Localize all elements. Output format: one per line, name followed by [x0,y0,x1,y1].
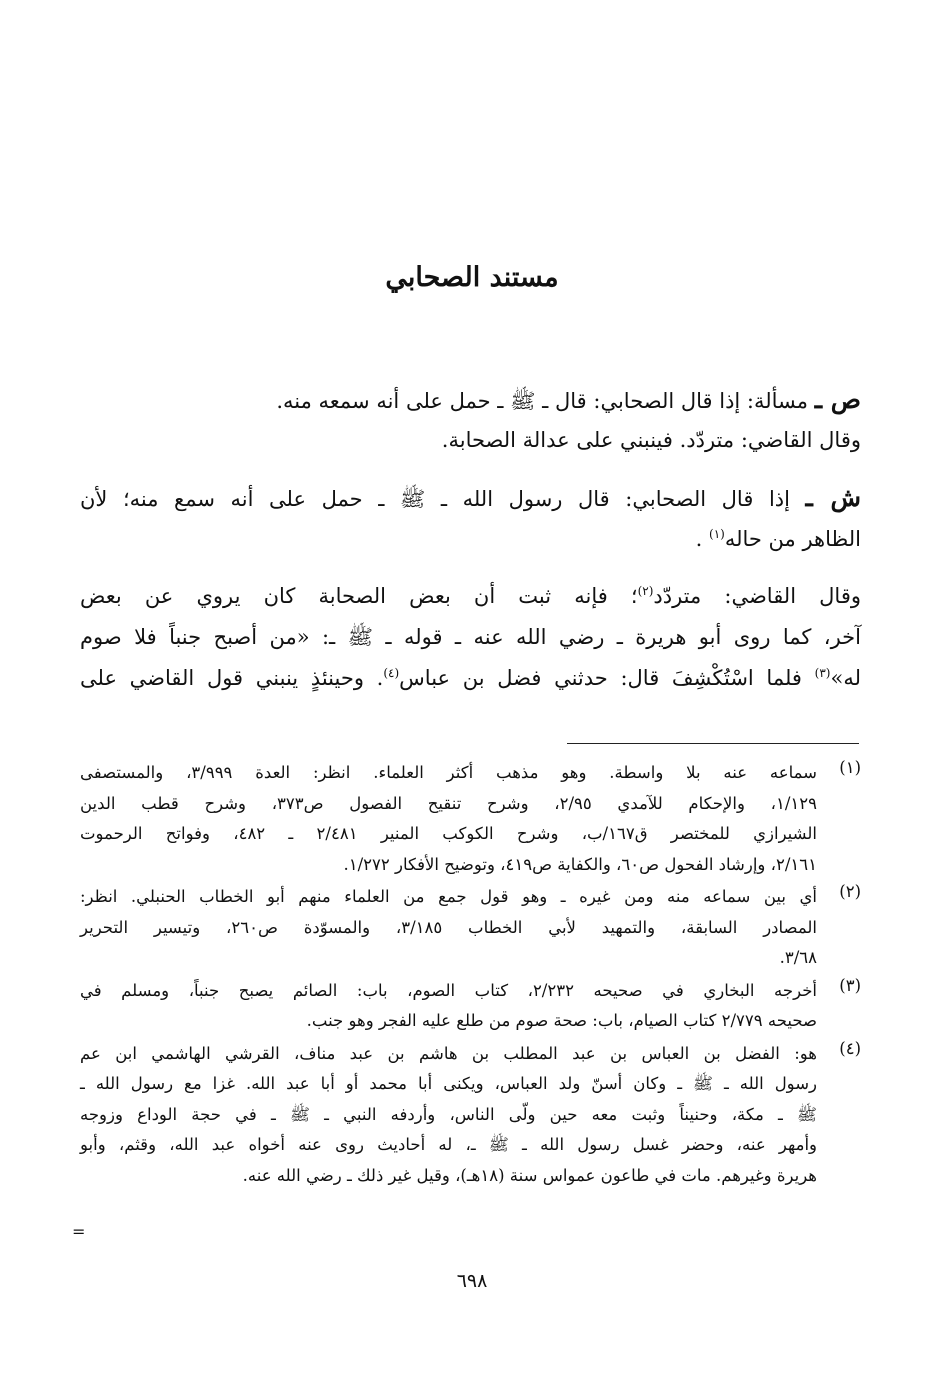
footnote-line: أخرجه البخاري في صحيحه ٢/٢٣٢، كتاب الصوم، باب: الصائم يصبح جنباً، ومسلم في [80,980,817,1000]
footnote-line: ٣/٦٨. [779,948,817,967]
footnote-line: ٢/١٦١، وإرشاد الفحول ص٦٠، والكفاية ص٤١٩، وتوضيح الأفكار ١/٢٧٢. [343,854,817,874]
matn-line-1: ص ـ مسألة: إذا قال الصحابي: قال ـ ﷺ ـ حمل على أنه سمعه منه. [276,385,861,414]
footnote-ref-3[interactable]: (٣) [814,666,831,680]
footnote-2 [80,882,861,974]
sharh-paragraph [80,478,861,559]
footnote-line: المصادر السابقة، والتمهيد لأبي الخطاب ٣/١٨٥، والمسوّدة ص٢٦٠، وتيسير التحرير [80,917,818,937]
footnote-line: رسول الله ـ ﷺ ـ وكان أسنّ ولد العباس، ويكنى أبا محمد أو أبا عبد الله. غزا مع رسول الله ـ [80,1074,817,1093]
footnote-line: ١/١٢٩، والإحكام للآمدي ٢/٩٥، وشرح تنقيح الفصول ص٣٧٣، وشرح قطب الدين [80,793,817,813]
footnote-ref-4[interactable]: (٤) [383,666,400,680]
matn-paragraph [80,380,861,460]
continuation-mark: = [72,1222,86,1241]
footnote-3 [80,976,861,1037]
footnotes [80,758,861,1191]
page-number: ٦٩٨ [456,1270,488,1292]
footnote-ref-2[interactable]: (٢) [637,584,654,598]
footnote-number: (٤) [839,1038,861,1058]
sharh-line-1: ش ـ إذا قال الصحابي: قال رسول الله ـ ﷺ ـ حمل على أنه سمع منه؛ لأن [80,483,861,512]
footnote-line: ﷺ ـ مكة، وحنيناً وثبت معه حين ولّى الناس، وأردفه النبي ـ ﷺ ـ في حجة الوداع وزوجه [80,1104,817,1124]
qadi-paragraph [80,576,861,699]
chapter-title: مستند الصحابي [385,262,559,293]
qadi-line-1: وقال القاضي: متردّد$^{(٢)}$؛ فإنه ثبت أن بعض الصحابة كان يروي عن بعض [80,584,861,608]
qadi-line-2: آخر، كما روى أبو هريرة ـ رضي الله عنه ـ قوله ـ ﷺ ـ: «من أصبح جنباً فلا صوم [80,625,861,649]
footnote-number: (١) [839,758,861,777]
matn-line-2: وقال القاضي: متردّد. فينبني على عدالة الصحابة. [441,428,861,452]
footnote-line: الشيرازي للمختصر ق١٦٧/ب، وشرح الكوكب المنير ٢/٤٨١ ـ ٤٨٢، وفواتح الرحموت [80,824,817,843]
sharh-marker: ش ـ [805,483,861,512]
footnote-line: هو: الفضل بن العباس بن عبد المطلب بن هاشم بن عبد مناف، القرشي الهاشمي ابن عم [80,1043,817,1063]
footnote-ref-1[interactable]: (١) [709,527,725,541]
sharh-line-2: الظاهر من حاله$^{(١)}$ . [695,527,861,551]
footnote-number: (٢) [839,882,861,901]
footnote-number: (٣) [839,975,861,995]
footnote-line: صحيحه ٢/٧٧٩ كتاب الصيام، باب: صحة صوم من طلع عليه الفجر وهو جنب. [306,1011,817,1030]
footnote-separator [567,743,859,744]
footnote-line: سماعه عنه بلا واسطة. وهو مذهب أكثر العلماء. انظر: العدة ٣/٩٩٩، والمستصفى [80,763,818,782]
footnote-4 [80,1039,861,1192]
qadi-line-3: له»$^{(٣)}$ فلما اسْتُكْشِفَ قال: حدثني فضل بن عباس$^{(٤)}$. وحينئذٍ ينبني قول القاضي على [80,666,861,690]
matn-marker: ص ـ [814,385,861,414]
footnote-line: وأمهر عنه، وحضر غسل رسول الله ـ ﷺ ـ، له أحاديث روى عنه أخواه عبد الله، وقثم، وأبو [80,1135,817,1154]
footnote-line: أي بين سماعه منه ومن غيره ـ وهو قول جمع من العلماء منهم أبو الخطاب الحنبلي. انظر: [80,887,817,906]
footnote-line: هريرة وغيرهم. مات في طاعون عمواس سنة (١٨هـ)، وقيل غير ذلك ـ رضي الله عنه. [242,1165,817,1185]
footnote-1 [80,758,861,880]
